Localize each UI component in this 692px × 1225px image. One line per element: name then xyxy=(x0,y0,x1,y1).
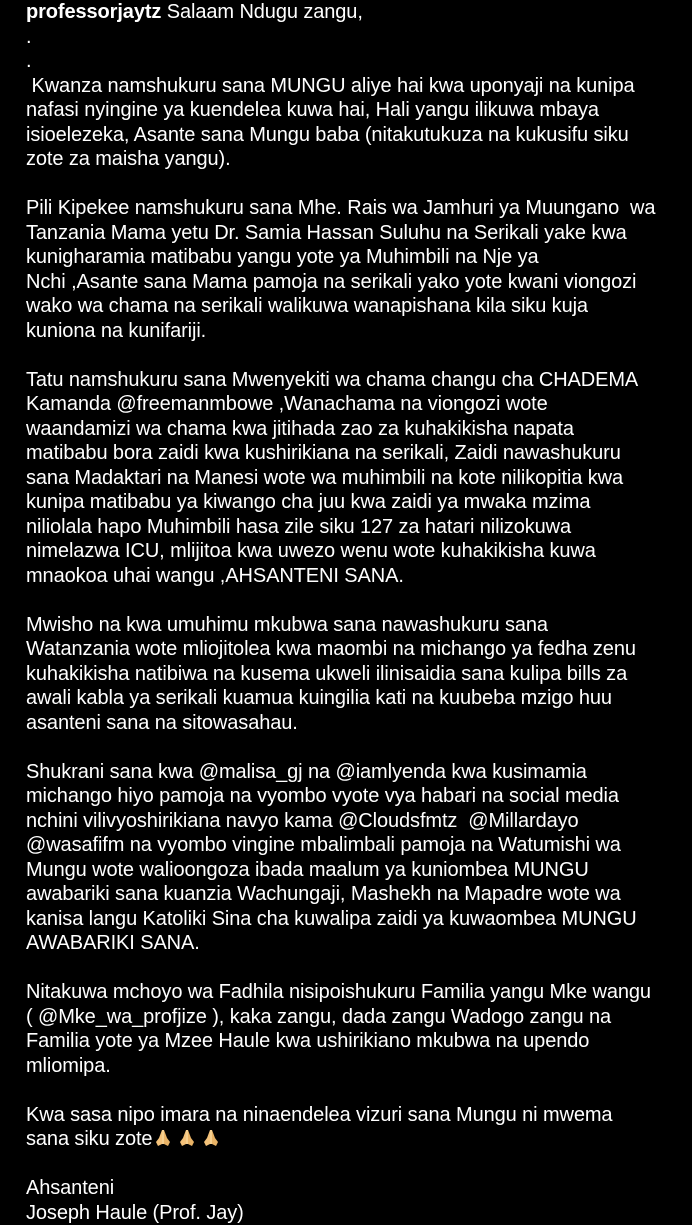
blank-line xyxy=(26,735,676,760)
paragraph-line: @wasafifm na vyombo vingine mbalimbali pamoja na Watumishi wa xyxy=(26,833,676,858)
post-caption xyxy=(26,0,676,1225)
paragraph-line: niliolala hapo Muhimbili hasa zile siku 127 za hatari nilizokuwa xyxy=(26,515,676,540)
paragraph-line: kuniona na kunifariji. xyxy=(26,319,676,344)
paragraph-gratitude-family xyxy=(26,980,676,1078)
paragraph-line: isioelezeka, Asante sana Mungu baba (nitakutukuza na kukusifu siku xyxy=(26,123,676,148)
emoji-group xyxy=(152,1128,224,1150)
paragraph-line: kunigharamia matibabu yangu yote ya Muhimbili na Nje ya xyxy=(26,245,676,270)
signature-line: Joseph Haule (Prof. Jay) xyxy=(26,1201,676,1225)
closing-line: Ahsanteni xyxy=(26,1176,676,1201)
paragraph-line: Watanzania wote mliojitolea kwa maombi na michango ya fedha zenu xyxy=(26,637,676,662)
username[interactable]: professorjaytz xyxy=(26,1,161,23)
paragraph-line: Kamanda @freemanmbowe ,Wanachama na viongozi wote xyxy=(26,392,676,417)
blank-line xyxy=(26,343,676,368)
paragraph-gratitude-media xyxy=(26,760,676,956)
paragraph-line: awali kabla ya serikali kuamua kuingilia kati na kuubeba mzigo huu xyxy=(26,686,676,711)
paragraph-line: AWABARIKI SANA. xyxy=(26,931,676,956)
folded-hands-icon xyxy=(176,1127,198,1149)
blank-line xyxy=(26,1152,676,1177)
paragraph-line: Shukrani sana kwa @malisa_gj na @iamlyenda kwa kusimamia xyxy=(26,760,676,785)
paragraph-line: mliomipa. xyxy=(26,1054,676,1079)
paragraph-line: nafasi nyingine ya kuendelea kuwa hai, Hali yangu ilikuwa mbaya xyxy=(26,98,676,123)
paragraph-line: matibabu bora zaidi kwa kushirikiana na serikali, Zaidi nawashukuru xyxy=(26,441,676,466)
paragraph-line-text: sana siku zote xyxy=(26,1128,152,1150)
folded-hands-icon xyxy=(152,1127,174,1149)
paragraph-gratitude-tanzanians xyxy=(26,613,676,736)
paragraph-line: Kwanza namshukuru sana MUNGU aliye hai kwa uponyaji na kunipa xyxy=(26,74,676,99)
paragraph-line: Nitakuwa mchoyo wa Fadhila nisipoishukuru Familia yangu Mke wangu xyxy=(26,980,676,1005)
blank-line xyxy=(26,1078,676,1103)
paragraph-line: Familia yote ya Mzee Haule kwa ushirikiano mkubwa na upendo xyxy=(26,1029,676,1054)
paragraph-current-status xyxy=(26,1103,676,1152)
paragraph-line: michango hiyo pamoja na vyombo vyote vya habari na social media xyxy=(26,784,676,809)
blank-line xyxy=(26,172,676,197)
paragraph-gratitude-president xyxy=(26,196,676,343)
paragraph-line: kanisa langu Katoliki Sina cha kuwalipa zaidi ya kuwaombea MUNGU xyxy=(26,907,676,932)
paragraph-line: Kwa sasa nipo imara na ninaendelea vizuri sana Mungu ni mwema xyxy=(26,1103,676,1128)
paragraph-line: kuhakikisha natibiwa na kusema ukweli ilinisaidia sana kulipa bills za xyxy=(26,662,676,687)
paragraph-line xyxy=(26,1127,676,1152)
paragraph-line: awabariki sana kuanzia Wachungaji, Mashekh na Mapadre wote wa xyxy=(26,882,676,907)
opening-line: Salaam Ndugu zangu, xyxy=(161,1,362,23)
paragraph-line: waandamizi wa chama kwa jitihada zao za kuhakikisha napata xyxy=(26,417,676,442)
paragraph-line: nchini vilivyoshirikiana navyo kama @Cloudsfmtz @Millardayo xyxy=(26,809,676,834)
blank-line xyxy=(26,956,676,981)
paragraph-line: nimelazwa ICU, mlijitoa kwa uwezo wenu wote kuhakikisha kuwa xyxy=(26,539,676,564)
dot-line: . xyxy=(26,49,676,74)
paragraph-line: Mungu wote walioongoza ibada maalum ya kuniombea MUNGU xyxy=(26,858,676,883)
paragraph-line: mnaokoa uhai wangu ,AHSANTENI SANA. xyxy=(26,564,676,589)
paragraph-line: zote za maisha yangu). xyxy=(26,147,676,172)
paragraph-line: Nchi ,Asante sana Mama pamoja na serikali yako yote kwani viongozi xyxy=(26,270,676,295)
caption-header xyxy=(26,0,676,25)
paragraph-line: wako wa chama na serikali walikuwa wanapishana kila siku kuja xyxy=(26,294,676,319)
paragraph-line: Mwisho na kwa umuhimu mkubwa sana nawashukuru sana xyxy=(26,613,676,638)
paragraph-line: Pili Kipekee namshukuru sana Mhe. Rais wa Jamhuri ya Muungano wa xyxy=(26,196,676,221)
paragraph-line: ( @Mke_wa_profjize ), kaka zangu, dada zangu Wadogo zangu na xyxy=(26,1005,676,1030)
paragraph-gratitude-god xyxy=(26,74,676,172)
paragraph-line: Tanzania Mama yetu Dr. Samia Hassan Suluhu na Serikali yake kwa xyxy=(26,221,676,246)
paragraph-gratitude-party xyxy=(26,368,676,589)
paragraph-line: sana Madaktari na Manesi wote wa muhimbili na kote nilikopitia kwa xyxy=(26,466,676,491)
paragraph-line: asanteni sana na sitowasahau. xyxy=(26,711,676,736)
paragraph-line: kunipa matibabu ya kiwango cha juu kwa zaidi ya mwaka mzima xyxy=(26,490,676,515)
folded-hands-icon xyxy=(200,1127,222,1149)
paragraph-line: Tatu namshukuru sana Mwenyekiti wa chama changu cha CHADEMA xyxy=(26,368,676,393)
dot-line: . xyxy=(26,25,676,50)
blank-line xyxy=(26,588,676,613)
